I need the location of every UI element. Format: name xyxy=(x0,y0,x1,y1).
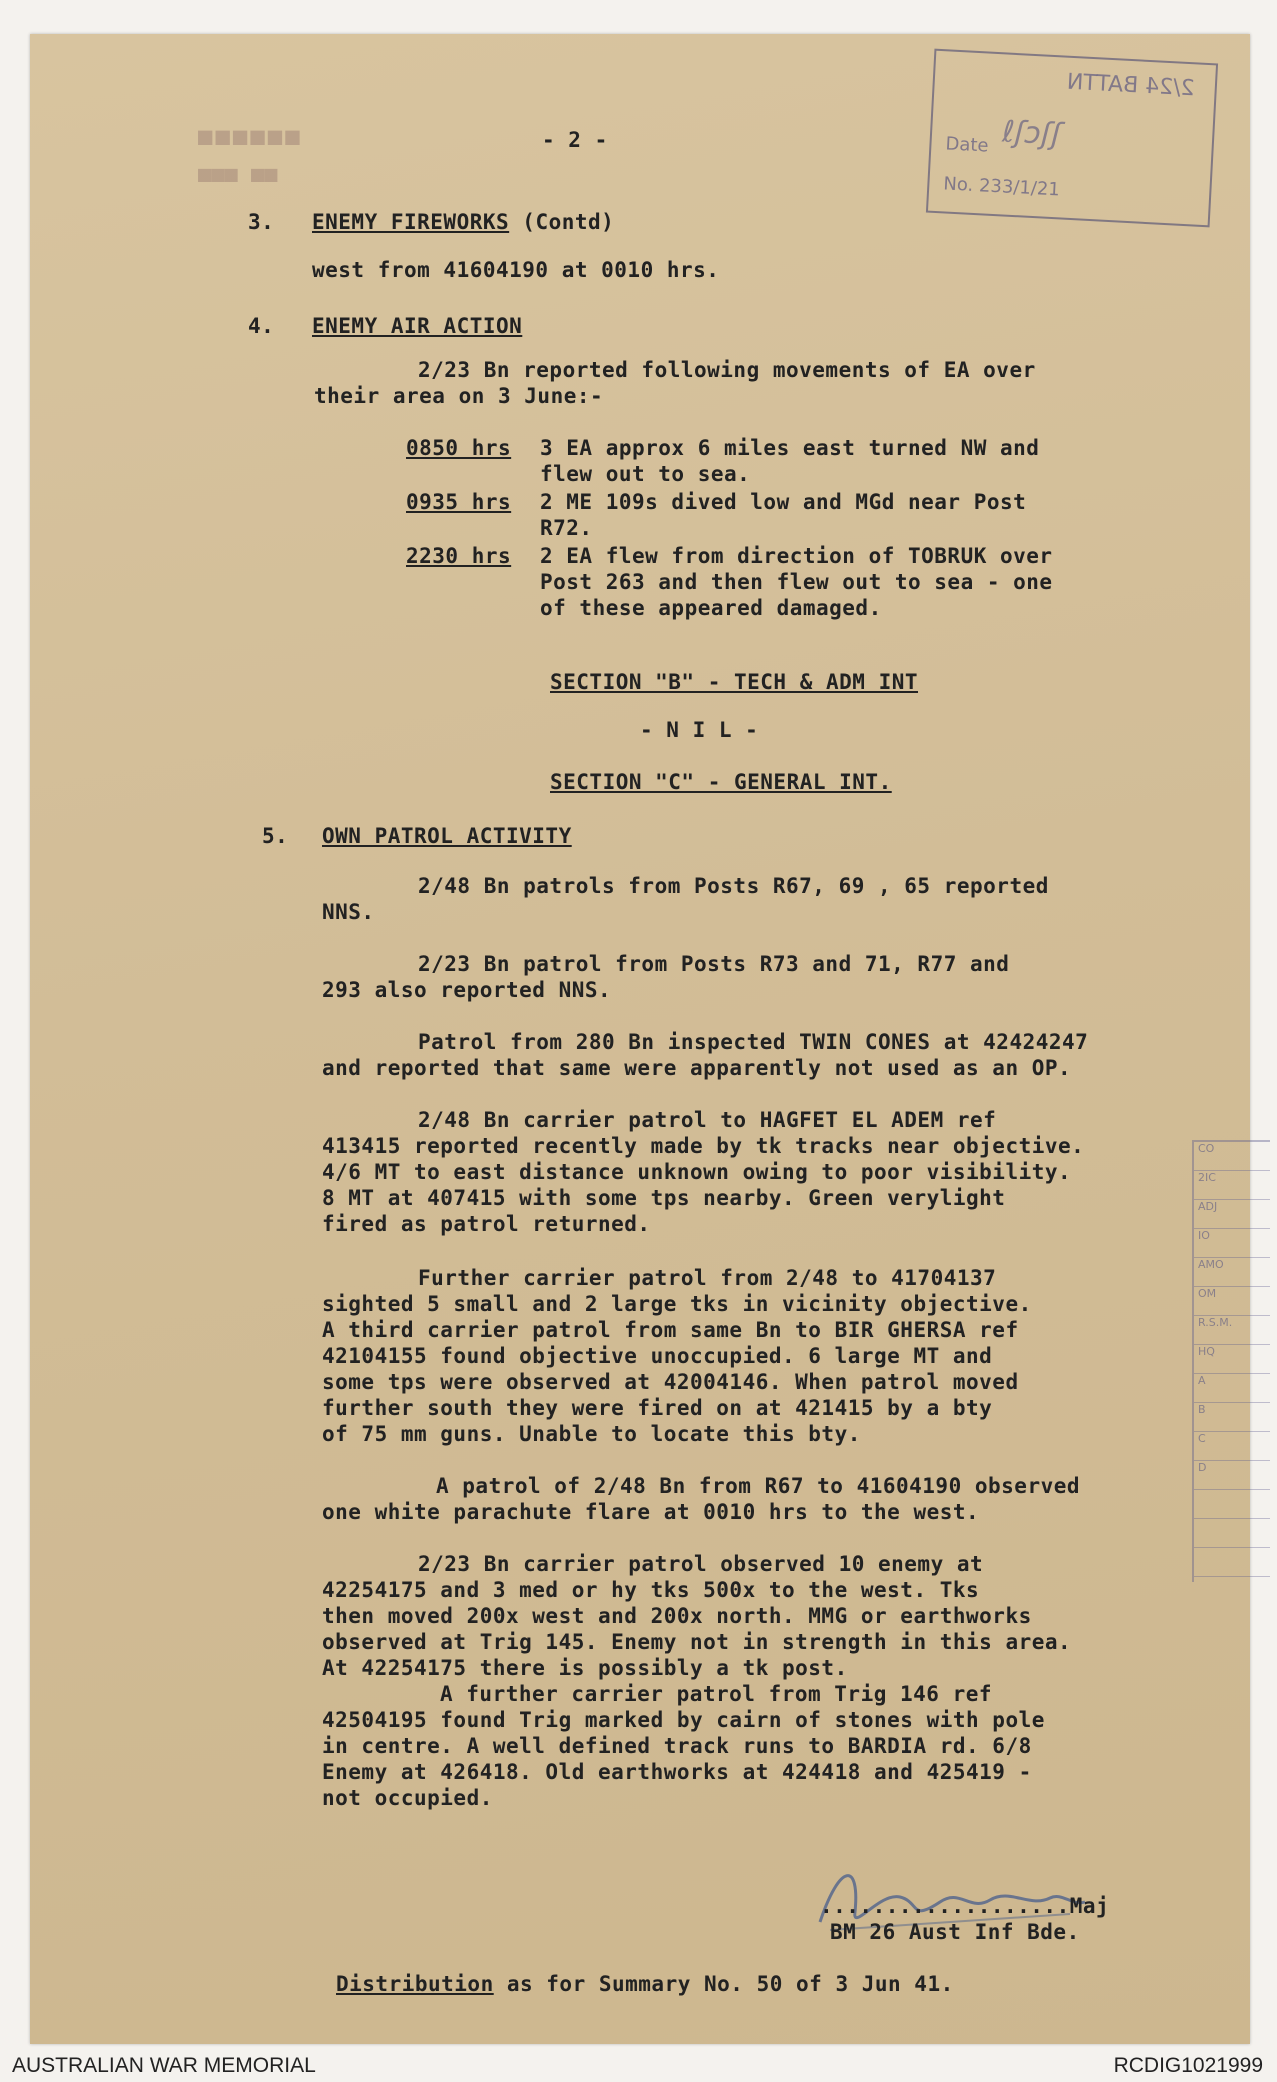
stamp-no-label: No. 233/1/21 xyxy=(942,173,1061,201)
patrol-line: observed at Trig 145. Enemy not in strength in this area. xyxy=(322,1630,1072,1654)
section-3-heading: ENEMY FIREWORKS (Contd) xyxy=(312,210,615,234)
stamp-unit: 2/24 BATTN xyxy=(1066,69,1196,102)
patrol-line: one white parachute flare at 0010 hrs to the west. xyxy=(322,1500,980,1524)
air-entry-time: 0935 hrs xyxy=(406,490,512,514)
stamp-signature: ℓʃɔʃʃ xyxy=(1001,114,1063,153)
air-entry-line: 2 ME 109s dived low and MGd near Post xyxy=(540,490,1027,514)
patrol-line: sighted 5 small and 2 large tks in vicinity objective. xyxy=(322,1292,1032,1316)
patrol-line: 2/23 Bn carrier patrol observed 10 enemy at xyxy=(418,1552,984,1576)
air-entry-line: of these appeared damaged. xyxy=(540,596,882,620)
section-b-nil: - N I L - xyxy=(640,718,759,742)
signature-line: ...................Maj xyxy=(820,1894,1110,1918)
patrol-line: NNS. xyxy=(322,900,375,924)
air-entry-line: R72. xyxy=(540,516,593,540)
patrol-line: some tps were observed at 42004146. When patrol moved xyxy=(322,1370,1019,1394)
patrol-line: then moved 200x west and 200x north. MMG or earthworks xyxy=(322,1604,1032,1628)
patrol-line: Patrol from 280 Bn inspected TWIN CONES at 42424247 xyxy=(418,1030,1089,1054)
document-page xyxy=(30,34,1250,2044)
patrol-line: 8 MT at 407415 with some tps nearby. Green verylight xyxy=(322,1186,1006,1210)
section-5-number: 5. xyxy=(262,824,289,848)
air-entry-line: flew out to sea. xyxy=(540,462,751,486)
routing-grid: CO 2IC ADJ IO AMO OM R.S.M. HQ A B C D xyxy=(1192,1140,1270,1582)
patrol-line: not occupied. xyxy=(322,1786,493,1810)
patrol-line: 293 also reported NNS. xyxy=(322,978,612,1002)
patrol-line: A third carrier patrol from same Bn to BIR GHERSA ref xyxy=(322,1318,1019,1342)
patrol-line: 4/6 MT to east distance unknown owing to poor visibility. xyxy=(322,1160,1072,1184)
patrol-line: further south they were fired on at 421415 by a bty xyxy=(322,1396,993,1420)
patrol-line: of 75 mm guns. Unable to locate this bty. xyxy=(322,1422,861,1446)
footer-archive-name: AUSTRALIAN WAR MEMORIAL xyxy=(12,2054,316,2077)
patrol-line: and reported that same were apparently not used as an OP. xyxy=(322,1056,1072,1080)
patrol-line: At 42254175 there is possibly a tk post. xyxy=(322,1656,848,1680)
patrol-line: in centre. A well defined track runs to BARDIA rd. 6/8 xyxy=(322,1734,1032,1758)
signature-title: BM 26 Aust Inf Bde. xyxy=(830,1920,1080,1944)
patrol-line: 2/48 Bn patrols from Posts R67, 69 , 65 reported xyxy=(418,874,1049,898)
section-4-intro-2: their area on 3 June:- xyxy=(314,384,604,408)
section-3-number: 3. xyxy=(248,210,275,234)
section-3-line: west from 41604190 at 0010 hrs. xyxy=(312,258,720,282)
patrol-line: A further carrier patrol from Trig 146 ref xyxy=(440,1682,993,1706)
patrol-line: 42254175 and 3 med or hy tks 500x to the west. Tks xyxy=(322,1578,980,1602)
patrol-line: 413415 reported recently made by tk tracks near objective. xyxy=(322,1134,1085,1158)
stamp-date-label: Date xyxy=(944,133,990,157)
patrol-line: A patrol of 2/48 Bn from R67 to 41604190 observed xyxy=(436,1474,1081,1498)
air-entry-line: Post 263 and then flew out to sea - one xyxy=(540,570,1053,594)
section-4-number: 4. xyxy=(248,314,275,338)
received-stamp xyxy=(926,49,1218,228)
air-entry-time: 0850 hrs xyxy=(406,436,512,460)
air-entry-line: 2 EA flew from direction of TOBRUK over xyxy=(540,544,1053,568)
patrol-line: 42504195 found Trig marked by cairn of stones with pole xyxy=(322,1708,1045,1732)
patrol-line: 42104155 found objective unoccupied. 6 large MT and xyxy=(322,1344,993,1368)
distribution-line: Distribution as for Summary No. 50 of 3 Jun 41. xyxy=(336,1972,954,1996)
patrol-line: 2/48 Bn carrier patrol to HAGFET EL ADEM ref xyxy=(418,1108,997,1132)
section-c-heading: SECTION "C" - GENERAL INT. xyxy=(550,770,892,794)
section-5-heading: OWN PATROL ACTIVITY xyxy=(322,824,572,848)
patrol-line: Enemy at 426418. Old earthworks at 424418 and 425419 - xyxy=(322,1760,1032,1784)
section-b-heading: SECTION "B" - TECH & ADM INT xyxy=(550,670,919,694)
patrol-line: Further carrier patrol from 2/48 to 41704137 xyxy=(418,1266,997,1290)
patrol-line: fired as patrol returned. xyxy=(322,1212,651,1236)
page-number: - 2 - xyxy=(542,128,608,152)
archive-footer xyxy=(0,2050,1277,2082)
air-entry-time: 2230 hrs xyxy=(406,544,512,568)
section-4-intro-1: 2/23 Bn reported following movements of EA over xyxy=(418,358,1036,382)
footer-reference: RCDIG1021999 xyxy=(1113,2054,1263,2077)
air-entry-line: 3 EA approx 6 miles east turned NW and xyxy=(540,436,1040,460)
faded-stamp-top: ■■■■■■ xyxy=(198,122,303,150)
patrol-line: 2/23 Bn patrol from Posts R73 and 71, R77 and xyxy=(418,952,1010,976)
faded-stamp-copy: ■■■ ■■ xyxy=(198,162,278,187)
section-4-heading: ENEMY AIR ACTION xyxy=(312,314,523,338)
